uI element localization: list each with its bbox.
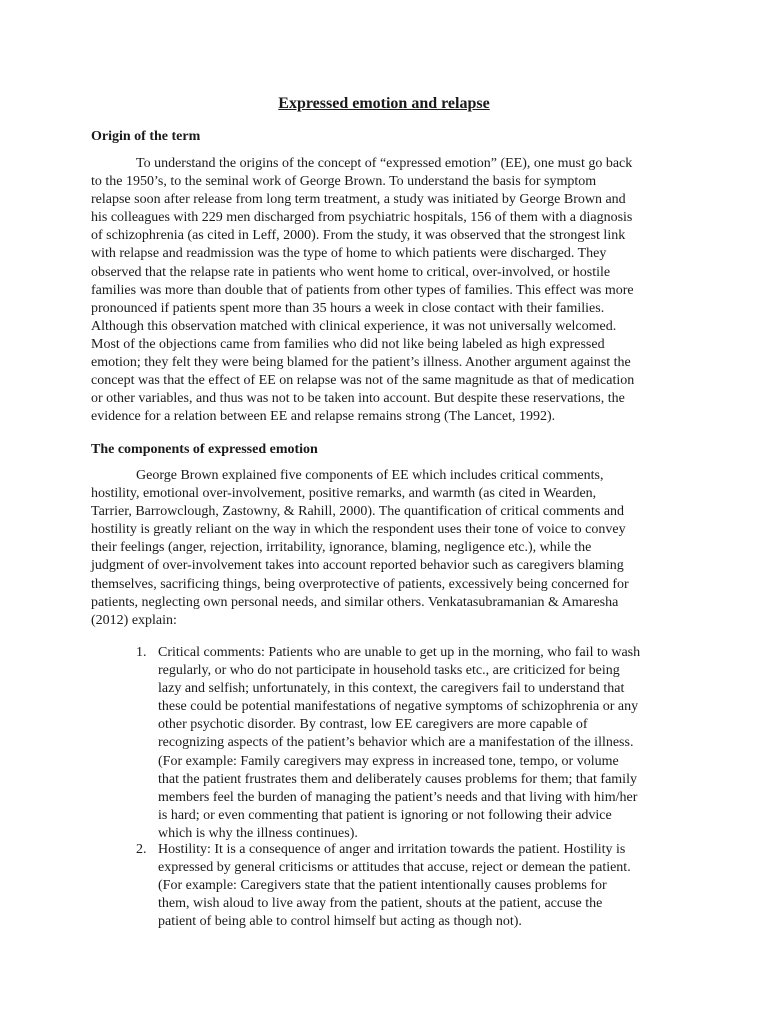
paragraph-components [91, 467, 691, 630]
paragraph-line: Most of the objections came from families who did not like being labeled as high expressed [91, 336, 605, 352]
paragraph-line: families was more than double that of patients from other types of families. This effect was more [91, 282, 634, 298]
paragraph-line: their feelings (anger, rejection, irritability, ignorance, blaming, negligence etc.), while the [91, 540, 592, 556]
list-item-line: Hostility: It is a consequence of anger and irritation towards the patient. Hostility is [158, 842, 626, 857]
list-item-line: expressed by general criticisms or attitudes that accuse, reject or demean the patient. [158, 860, 631, 876]
paragraph-line: patients, neglecting own personal needs, and similar others. Venkatasubramanian & Amaresha [91, 594, 619, 610]
list-number: 1. [136, 645, 147, 660]
list-item-line: them, wish aloud to live away from the patient, shouts at the patient, accuse the [158, 896, 603, 912]
paragraph-line: evidence for a relation between EE and relapse remains strong (The Lancet, 1992). [91, 409, 556, 425]
paragraph-line: emotion; they felt they were being blamed for the patient’s illness. Another argument against the [91, 355, 631, 371]
document-title: Expressed emotion and relapse [278, 95, 490, 112]
paragraph-origin [91, 155, 691, 426]
paragraph-line: Tarrier, Barrowclough, Zastowny, & Rahill, 2000). The quantification of critical comments and [91, 504, 625, 520]
paragraph-line: relapse soon after release from long term treatment, a study was initiated by George Brown and [91, 192, 626, 208]
list-item-line: other psychotic disorder. By contrast, low EE caregivers are more capable of [158, 717, 588, 733]
paragraph-line: To understand the origins of the concept of “expressed emotion” (EE), one must go back [136, 156, 633, 171]
paragraph-line: or other variables, and thus was not to be taken into account. But despite these reservations, the [91, 391, 625, 407]
paragraph-line: to the 1950’s, to the seminal work of George Brown. To understand the basis for symptom [91, 174, 597, 190]
list-item-line: recognizing aspects of the patient’s behavior which are a manifestation of the illness. [158, 735, 634, 751]
list-item-line: members feel the burden of managing the patient’s needs and that living with him/her [158, 789, 638, 805]
paragraph-line: pronounced if patients spent more than 35 hours a week in close contact with their families. [91, 300, 605, 316]
paragraph-line: Although this observation matched with clinical experience, it was not universally welcomed. [91, 318, 617, 334]
list-item-critical-comments [136, 644, 696, 843]
paragraph-line: George Brown explained five components of EE which includes critical comments, [136, 468, 604, 483]
paragraph-line: concept was that the effect of EE on relapse was not of the same magnitude as that of medication [91, 373, 635, 389]
list-item-line: these could be potential manifestations of negative symptoms of schizophrenia or any [158, 699, 639, 715]
paragraph-line: themselves, sacrificing things, being overprotective of patients, excessively being concerned for [91, 576, 629, 592]
list-item-line: is hard; or even commenting that patient is ignoring or not following their advice [158, 807, 612, 823]
list-item-line: lazy and selfish; unfortunately, in this context, the caregivers fail to understand that [158, 681, 625, 697]
list-item-line: (For example: Caregivers state that the patient intentionally causes problems for [158, 878, 607, 894]
list-item [136, 841, 696, 931]
list-number: 2. [136, 842, 147, 857]
list-item [136, 644, 696, 843]
paragraph-line: (2012) explain: [91, 612, 177, 628]
list-item-hostility [136, 841, 696, 931]
list-item-line: that the patient frustrates them and deliberately causes problems for them; that family [158, 771, 637, 787]
paragraph-line: with relapse and readmission was the type of home to which patients were discharged. They [91, 246, 607, 262]
paragraph-line: observed that the relapse rate in patients who went home to critical, over-involved, or hostile [91, 264, 611, 280]
paragraph-line: hostility is greatly reliant on the way in which the respondent uses their tone of voice to convey [91, 522, 626, 538]
section-heading-components: The components of expressed emotion [91, 442, 318, 457]
list-item-line: which is why the illness continues). [158, 825, 358, 841]
paragraph-line: hostility, emotional over-involvement, positive remarks, and warmth (as cited in Wearden, [91, 486, 597, 502]
list-item-line: (For example: Family caregivers may express in increased tone, tempo, or volume [158, 753, 619, 769]
paragraph-line: his colleagues with 229 men discharged from psychiatric hospitals, 156 of them with a diagnosis [91, 210, 633, 226]
list-item-line: Critical comments: Patients who are unable to get up in the morning, who fail to wash [158, 645, 641, 660]
list-item-line: regularly, or who do not participate in household tasks etc., are criticized for being [158, 663, 620, 679]
paragraph-line: judgment of over-involvement takes into account reported behavior such as caregivers blaming [91, 558, 624, 574]
section-heading-origin: Origin of the term [91, 129, 201, 144]
paragraph-line: of schizophrenia (as cited in Leff, 2000). From the study, it was observed that the strongest link [91, 228, 626, 244]
list-item-line: patient of being able to control himself but acting as though not). [158, 914, 522, 930]
